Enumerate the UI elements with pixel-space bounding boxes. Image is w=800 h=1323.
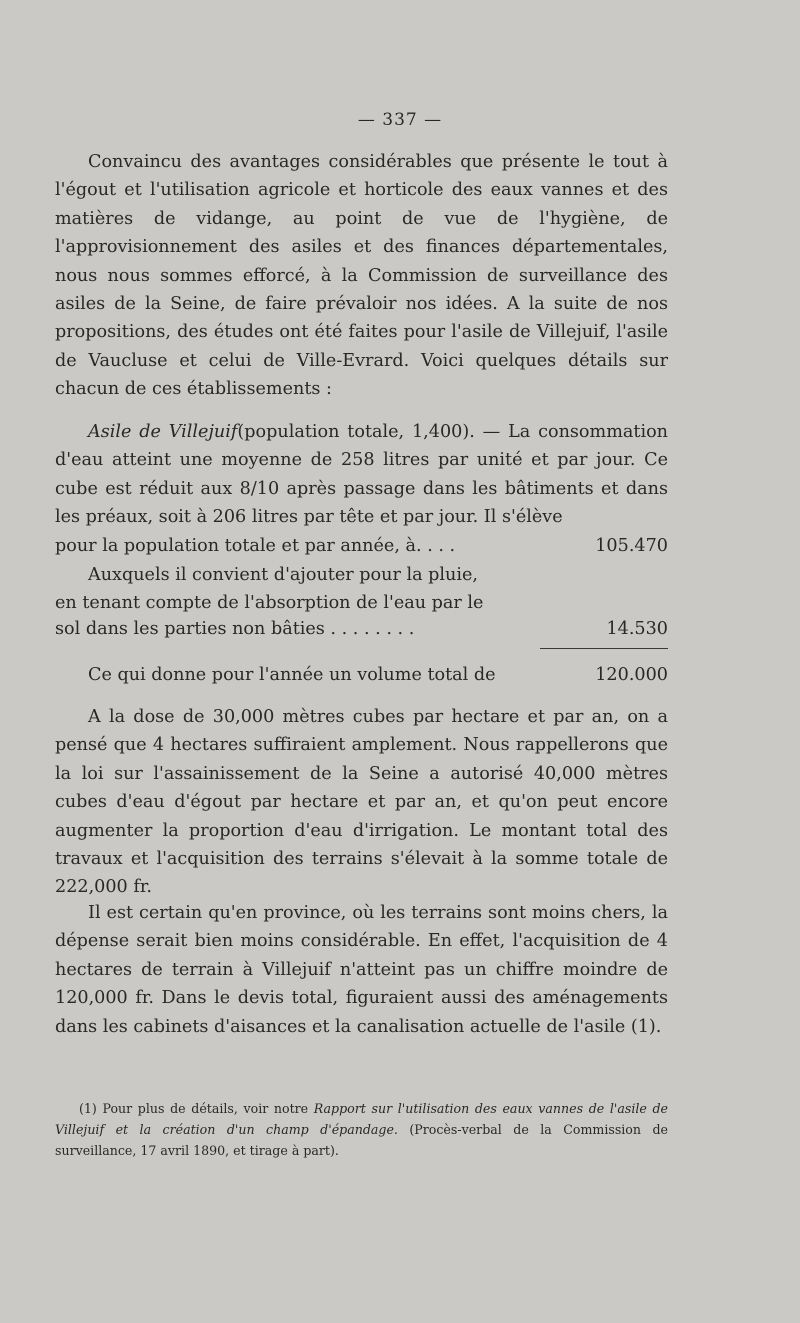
paragraph-villejuif [55, 418, 668, 532]
paragraph-intro: Convaincu des avantages considérables que présente le tout à l'égout et l'utilisation agricole et horticole des eaux vannes et des matières de vidange, au point de vue de l'hygiène, de l'approvisionnement des asiles et des finances départementales, nous nous sommes efforcé, à la Commission de surveillance des asiles de la Seine, de faire prévaloir nos idées. A la suite de nos propositions, des études ont été faites pour l'asile de Villejuif, l'asile de Vaucluse et celui de Ville-Evrard. Voici quelques détails sur chacun de ces établissements : [55, 152, 668, 400]
footnote-title: Rapport sur l'utilisation des eaux vannes de l'asile de Villejuif et la création d'un champ d'épandage. [55, 1101, 668, 1137]
row-value: 105.470 [595, 536, 668, 556]
paragraph-villejuif-text: (population totale, 1,400). — La consommation d'eau atteint une moyenne de 258 litres par unité et par jour. Ce cube est réduit aux 8/10 après passage dans les bâtiments et dans les préaux, soit à 206 litres par tête et par jour. Il s'élève [55, 422, 668, 528]
table-row-rain-line2 [55, 589, 668, 617]
sum-rule [540, 648, 668, 649]
table-row-rain-line1 [88, 561, 668, 589]
paragraph-dose: A la dose de 30,000 mètres cubes par hectare et par an, on a pensé que 4 hectares suffiraient amplement. Nous rappellerons que la loi sur l'assainissement de la Seine a autorisé 40,000 mètres cubes d'eau d'égout par hectare et par an, et qu'on peut encore augmenter la proportion d'eau d'irrigation. Le montant total des travaux et l'acquisition des terrains s'élevait à la somme totale de 222,000 fr. [55, 707, 668, 898]
page-number: — 337 — [357, 110, 443, 130]
total-label: Ce qui donne pour l'année un volume total de [88, 665, 496, 685]
row-value: 14.530 [606, 619, 668, 639]
paragraph-province: Il est certain qu'en province, où les terrains sont moins chers, la dépense serait bien moins considérable. En effet, l'acquisition de 4 hectares de terrain à Villejuif n'atteint pas un chiffre moindre de 120,000 fr. Dans le devis total, figuraient aussi des aménagements dans les cabinets d'aisances et la canalisation actuelle de l'asile (1). [55, 903, 668, 1037]
row-label: Auxquels il convient d'ajouter pour la pluie, [88, 565, 479, 585]
footnote-lead: (1) Pour plus de détails, voir notre [79, 1101, 309, 1116]
row-label: pour la population totale et par année, à. . . . [55, 536, 456, 556]
footnote [55, 1098, 668, 1161]
table-row-total [88, 661, 668, 689]
total-value: 120.000 [595, 665, 668, 685]
row-label: en tenant compte de l'absorption de l'eau par le [55, 593, 484, 613]
footnote-tail: (Procès-verbal de la Commission de surveillance, 17 avril 1890, et tirage à part). [55, 1122, 668, 1158]
table-row-rain-line3 [55, 615, 668, 643]
row-label: sol dans les parties non bâties . . . . . . . . [55, 619, 415, 639]
asylum-name: Asile de Villejuif [88, 422, 238, 442]
table-row-population [55, 532, 668, 560]
